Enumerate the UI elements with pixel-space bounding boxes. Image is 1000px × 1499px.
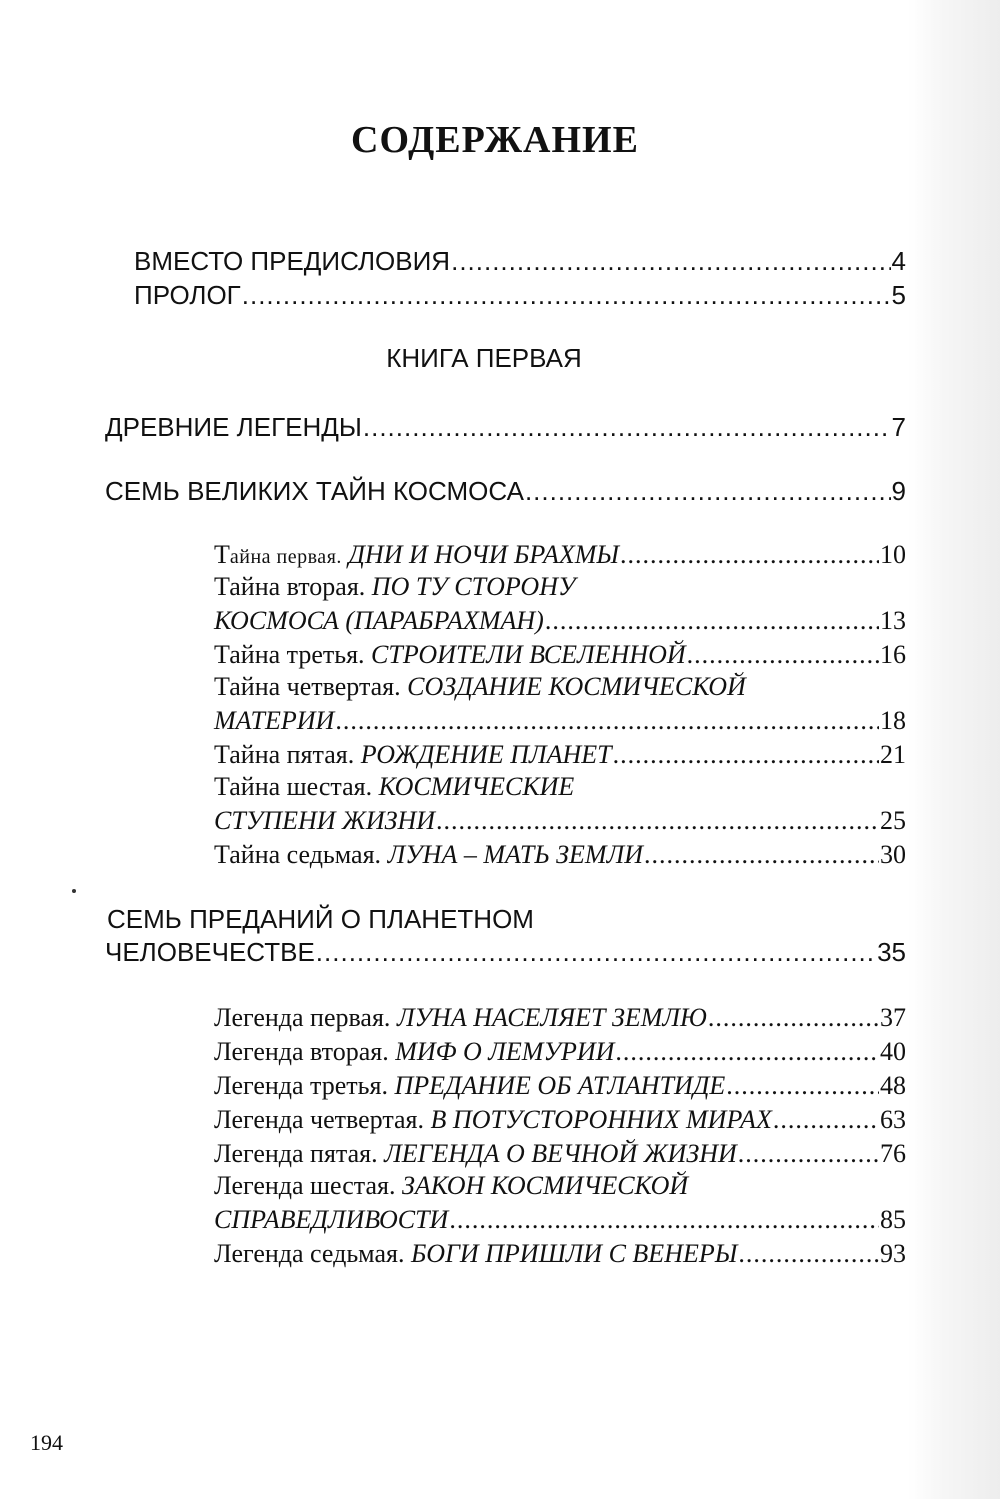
toc-page-number: 30: [880, 840, 906, 869]
toc-subentry[interactable]: [214, 838, 906, 872]
stray-dot: [72, 889, 76, 893]
dot-leader: [436, 804, 879, 838]
toc-subentry-label: Тайна первая. ДНИ И НОЧИ БРАХМЫ: [214, 540, 620, 569]
toc-subentry[interactable]: [214, 538, 906, 574]
toc-entry-foreword[interactable]: [134, 244, 906, 278]
toc-subentry-label: Легенда седьмая. БОГИ ПРИШЛИ С ВЕНЕРЫ: [214, 1239, 738, 1268]
toc-subentry[interactable]: [214, 1001, 906, 1035]
dot-leader: [613, 738, 879, 772]
toc-page-number: 21: [880, 740, 906, 769]
toc-subentry[interactable]: [214, 604, 906, 638]
toc-page-number: 18: [880, 706, 906, 735]
toc-subentry-line[interactable]: Тайна вторая. ПО ТУ СТОРОНУ: [214, 572, 576, 601]
dot-leader: [620, 538, 879, 572]
dot-leader: [708, 1001, 879, 1035]
toc-subentry-line[interactable]: Тайна четвертая. СОЗДАНИЕ КОСМИЧЕСКОЙ: [214, 672, 746, 701]
toc-page-number: 93: [880, 1239, 906, 1268]
page-title: СОДЕРЖАНИЕ: [351, 119, 639, 161]
toc-subentry[interactable]: [214, 638, 906, 672]
toc-entry-seven-secrets[interactable]: [105, 474, 906, 508]
toc-subentry-label: Легенда третья. ПРЕДАНИЕ ОБ АТЛАНТИДЕ: [214, 1071, 726, 1100]
toc-page-number: 48: [880, 1071, 906, 1100]
toc-page-number: 10: [880, 540, 906, 569]
dot-leader: [451, 244, 890, 278]
dot-leader: [687, 638, 879, 672]
toc-page-number: 37: [880, 1003, 906, 1032]
toc-entry-label: ВМЕСТО ПРЕДИСЛОВИЯ: [134, 246, 451, 276]
toc-entry-label: ПРОЛОГ: [134, 280, 241, 310]
dot-leader: [316, 935, 876, 969]
toc-subentry-label: КОСМОСА (ПАРАБРАХМАН): [214, 606, 544, 635]
dot-leader: [738, 1237, 879, 1271]
dot-leader: [615, 1035, 879, 1069]
toc-subentry-label: СТУПЕНИ ЖИЗНИ: [214, 806, 436, 835]
dot-leader: [525, 474, 891, 508]
toc-subentry[interactable]: [214, 738, 906, 772]
toc-subentry[interactable]: [214, 704, 906, 738]
toc-subentry[interactable]: [214, 1103, 906, 1137]
toc-entry-label: СЕМЬ ВЕЛИКИХ ТАЙН КОСМОСА: [105, 476, 524, 506]
toc-subentry-label: Легенда вторая. МИФ О ЛЕМУРИИ: [214, 1037, 615, 1066]
dot-leader: [773, 1103, 879, 1137]
toc-page-number: 25: [880, 806, 906, 835]
dot-leader: [738, 1137, 879, 1171]
toc-subentry[interactable]: [214, 1137, 906, 1171]
book-heading: КНИГА ПЕРВАЯ: [386, 343, 582, 373]
toc-page-number: 63: [880, 1105, 906, 1134]
toc-page-number: 16: [880, 640, 906, 669]
toc-page-number: 13: [880, 606, 906, 635]
dot-leader: [449, 1203, 879, 1237]
page-number-folio: 194: [30, 1430, 63, 1455]
toc-subentry-label: Тайна третья. СТРОИТЕЛИ ВСЕЛЕННОЙ: [214, 640, 686, 669]
toc-subentry-label: Легенда первая. ЛУНА НАСЕЛЯЕТ ЗЕМЛЮ: [214, 1003, 707, 1032]
toc-page-number: 9: [891, 476, 906, 506]
toc-subentry-label: Тайна седьмая. ЛУНА – МАТЬ ЗЕМЛИ: [214, 840, 643, 869]
toc-page-number: 85: [880, 1205, 906, 1234]
dot-leader: [335, 704, 879, 738]
toc-page-number: 4: [891, 246, 906, 276]
toc-entry-label: ЧЕЛОВЕЧЕСТВЕ: [105, 937, 315, 967]
toc-subentry[interactable]: [214, 1203, 906, 1237]
dot-leader: [644, 838, 879, 872]
dot-leader: [363, 410, 891, 444]
toc-subentry-label: МАТЕРИИ: [214, 706, 335, 735]
toc-subentry-label: Легенда четвертая. В ПОТУСТОРОННИХ МИРАХ: [214, 1105, 772, 1134]
toc-entry-ancient-legends[interactable]: [105, 410, 906, 444]
toc-subentry-line[interactable]: Легенда шестая. ЗАКОН КОСМИЧЕСКОЙ: [214, 1171, 689, 1200]
toc-subentry-line[interactable]: Тайна шестая. КОСМИЧЕСКИЕ: [214, 772, 575, 801]
toc-entry-label: ДРЕВНИЕ ЛЕГЕНДЫ: [105, 412, 362, 442]
dot-leader: [242, 278, 891, 312]
toc-subentry[interactable]: [214, 1069, 906, 1103]
toc-page-number: 40: [880, 1037, 906, 1066]
toc-subentry[interactable]: [214, 804, 906, 838]
toc-entry-traditions[interactable]: [105, 935, 906, 969]
toc-subentry[interactable]: [214, 1237, 906, 1271]
page-edge-shadow: [908, 0, 1000, 1499]
toc-entry-prologue[interactable]: [134, 278, 906, 312]
toc-page-number: 76: [880, 1139, 906, 1168]
toc-page-number: 35: [877, 937, 906, 967]
toc-page-number: 7: [891, 412, 906, 442]
toc-subentry-label: СПРАВЕДЛИВОСТИ: [214, 1205, 449, 1234]
toc-subentry-label: Тайна пятая. РОЖДЕНИЕ ПЛАНЕТ: [214, 740, 612, 769]
toc-page-number: 5: [891, 280, 906, 310]
toc-subentry-label: Легенда пятая. ЛЕГЕНДА О ВЕЧНОЙ ЖИЗНИ: [214, 1139, 737, 1168]
toc-subentry[interactable]: [214, 1035, 906, 1069]
dot-leader: [545, 604, 879, 638]
dot-leader: [726, 1069, 879, 1103]
toc-entry-traditions-line1[interactable]: СЕМЬ ПРЕДАНИЙ О ПЛАНЕТНОМ: [107, 904, 534, 934]
